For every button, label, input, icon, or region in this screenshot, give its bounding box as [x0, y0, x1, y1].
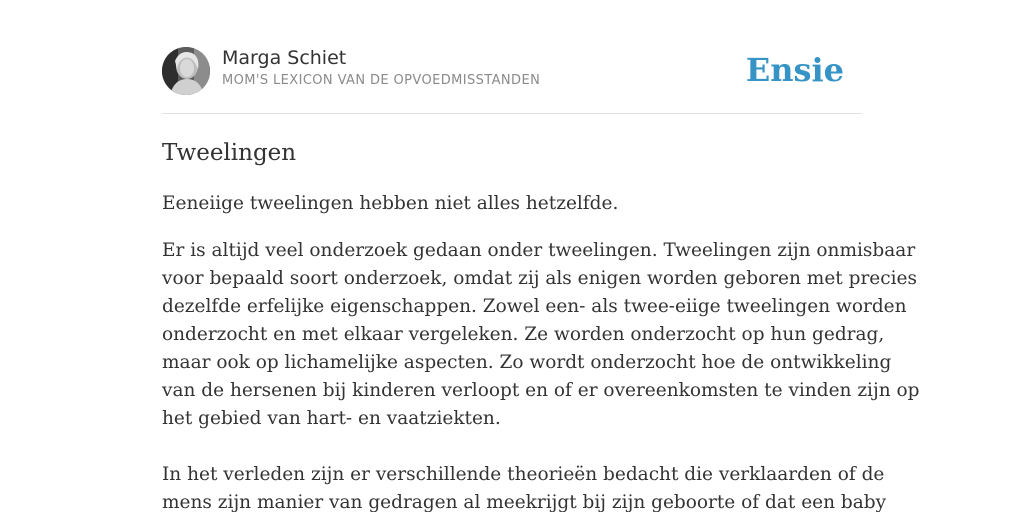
author-portrait-icon [162, 47, 210, 95]
article-header [162, 0, 862, 114]
page-container [162, 0, 920, 512]
body-line: het gebied van hart- en vaatziekten. [162, 408, 501, 429]
article-title: Tweelingen [162, 140, 297, 166]
article-body [162, 237, 920, 512]
body-line: maar ook op lichamelijke aspecten. Zo wordt onderzocht hoe de ontwikkeling [162, 352, 892, 373]
publication-name[interactable]: MOM'S LEXICON VAN DE OPVOEDMISSTANDEN [222, 73, 541, 88]
body-line: mens zijn manier van gedragen al meekrijgt bij zijn geboorte of dat een baby [162, 492, 887, 512]
body-line: onderzocht en met elkaar vergeleken. Ze worden onderzocht op hun gedrag, [162, 324, 885, 345]
body-line: Er is altijd veel onderzoek gedaan onder tweelingen. Tweelingen zijn onmisbaar [162, 240, 916, 261]
paragraph-break [162, 433, 862, 461]
body-line: van de hersenen bij kinderen verloopt en of er overeenkomsten te vinden zijn op [162, 380, 920, 401]
body-line: In het verleden zijn er verschillende theorieën bedacht die verklaarden of de [162, 464, 885, 485]
author-block [222, 46, 540, 91]
article-lead: Eeneiige tweelingen hebben niet alles hetzelfde. [162, 193, 619, 214]
author-avatar[interactable] [162, 47, 210, 95]
body-line: dezelfde erfelijke eigenschappen. Zowel een- als twee-eiige tweelingen worden [162, 296, 907, 317]
body-line: voor bepaald soort onderzoek, omdat zij als enigen worden geboren met precies [162, 268, 917, 289]
author-name[interactable]: Marga Schiet [222, 47, 347, 69]
brand-logo[interactable]: Ensie [745, 51, 844, 89]
